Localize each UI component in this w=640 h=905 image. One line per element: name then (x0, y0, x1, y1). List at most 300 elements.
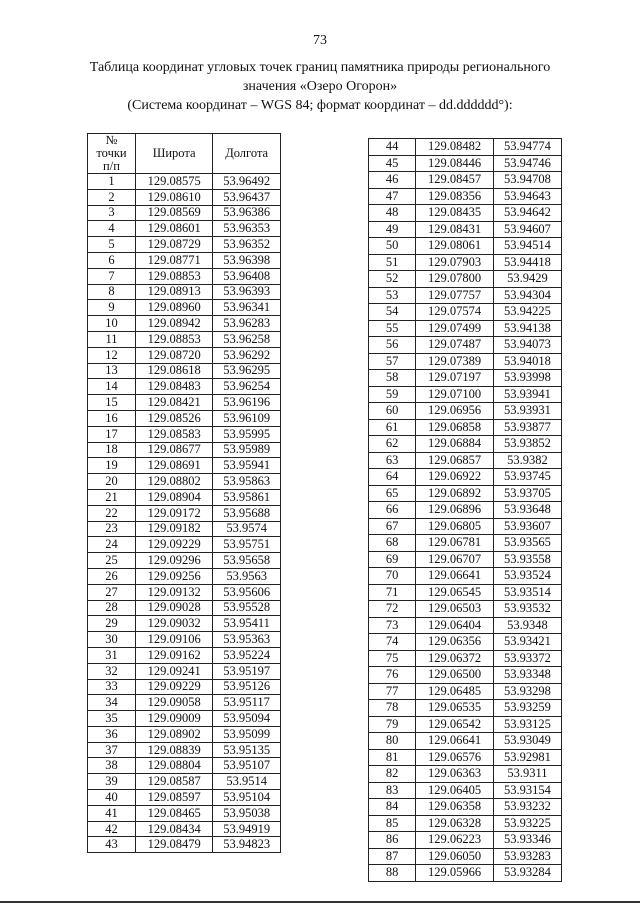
table-row (369, 304, 562, 321)
latitude-cell: 129.06050 (416, 848, 494, 865)
latitude-cell: 129.06500 (416, 667, 494, 684)
longitude-cell: 53.93998 (493, 370, 561, 387)
point-number-cell: 40 (88, 790, 136, 806)
point-number-cell: 12 (88, 347, 136, 363)
latitude-cell: 129.08465 (135, 805, 212, 821)
latitude-cell: 129.07757 (416, 287, 494, 304)
longitude-cell: 53.96492 (213, 174, 281, 190)
table-row (88, 458, 281, 474)
longitude-cell: 53.96109 (213, 410, 281, 426)
point-number-cell: 24 (88, 537, 136, 553)
longitude-cell: 53.93049 (493, 733, 561, 750)
point-number-cell: 20 (88, 474, 136, 490)
longitude-cell: 53.93348 (493, 667, 561, 684)
point-number-cell: 42 (88, 821, 136, 837)
point-number-cell: 33 (88, 679, 136, 695)
latitude-cell: 129.06707 (416, 551, 494, 568)
latitude-cell: 129.06545 (416, 584, 494, 601)
latitude-cell: 129.08431 (416, 221, 494, 238)
point-number-cell: 46 (369, 172, 416, 189)
table-row (369, 502, 562, 519)
longitude-cell: 53.93421 (493, 634, 561, 651)
point-number-cell: 19 (88, 458, 136, 474)
longitude-cell: 53.95989 (213, 442, 281, 458)
point-number-cell: 73 (369, 617, 416, 634)
latitude-cell: 129.07389 (416, 353, 494, 370)
latitude-cell: 129.08601 (135, 221, 212, 237)
longitude-cell: 53.93284 (493, 865, 561, 882)
latitude-cell: 129.08597 (135, 790, 212, 806)
latitude-cell: 129.06805 (416, 518, 494, 535)
point-number-cell: 85 (369, 815, 416, 832)
longitude-cell: 53.94643 (493, 188, 561, 205)
longitude-cell: 53.94642 (493, 205, 561, 222)
longitude-cell: 53.94607 (493, 221, 561, 238)
latitude-cell: 129.06356 (416, 634, 494, 651)
point-number-cell: 16 (88, 410, 136, 426)
table-row (88, 221, 281, 237)
table-row (88, 805, 281, 821)
table-row (88, 505, 281, 521)
longitude-cell: 53.95606 (213, 584, 281, 600)
point-number-cell: 88 (369, 865, 416, 882)
latitude-cell: 129.06535 (416, 700, 494, 717)
latitude-cell: 129.08904 (135, 489, 212, 505)
longitude-cell: 53.96386 (213, 205, 281, 221)
latitude-cell: 129.08610 (135, 189, 212, 205)
point-number-cell: 43 (88, 837, 136, 853)
table-row (369, 221, 562, 238)
point-number-cell: 50 (369, 238, 416, 255)
longitude-cell: 53.9563 (213, 568, 281, 584)
latitude-cell: 129.06884 (416, 436, 494, 453)
table-row (88, 600, 281, 616)
table-row (88, 363, 281, 379)
longitude-cell: 53.93225 (493, 815, 561, 832)
table-row (88, 474, 281, 490)
latitude-cell: 129.09058 (135, 695, 212, 711)
table-row (369, 716, 562, 733)
longitude-cell: 53.96393 (213, 284, 281, 300)
table-row (88, 711, 281, 727)
point-number-cell: 27 (88, 584, 136, 600)
point-number-cell: 13 (88, 363, 136, 379)
table-row (88, 331, 281, 347)
latitude-cell: 129.08482 (416, 139, 494, 156)
latitude-cell: 129.07903 (416, 254, 494, 271)
table-row (369, 551, 562, 568)
point-number-cell: 81 (369, 749, 416, 766)
longitude-cell: 53.95688 (213, 505, 281, 521)
point-number-cell: 65 (369, 485, 416, 502)
longitude-cell: 53.95117 (213, 695, 281, 711)
table-row (88, 174, 281, 190)
table-row (88, 347, 281, 363)
coordinates-table-right (368, 138, 562, 882)
point-number-cell: 41 (88, 805, 136, 821)
latitude-cell: 129.06858 (416, 419, 494, 436)
point-number-cell: 38 (88, 758, 136, 774)
table-row (369, 584, 562, 601)
point-number-cell: 11 (88, 331, 136, 347)
longitude-cell: 53.9311 (493, 766, 561, 783)
point-number-cell: 71 (369, 584, 416, 601)
table-row (88, 537, 281, 553)
longitude-cell: 53.93154 (493, 782, 561, 799)
point-number-cell: 49 (369, 221, 416, 238)
point-number-cell: 15 (88, 395, 136, 411)
point-number-cell: 66 (369, 502, 416, 519)
point-number-cell: 80 (369, 733, 416, 750)
table-row (88, 790, 281, 806)
table-row (369, 848, 562, 865)
latitude-cell: 129.08457 (416, 172, 494, 189)
point-number-cell: 61 (369, 419, 416, 436)
point-number-cell: 87 (369, 848, 416, 865)
longitude-cell: 53.94225 (493, 304, 561, 321)
point-number-cell: 7 (88, 268, 136, 284)
latitude-cell: 129.08569 (135, 205, 212, 221)
longitude-cell: 53.9514 (213, 774, 281, 790)
page-bottom-border (0, 901, 640, 903)
point-number-cell: 75 (369, 650, 416, 667)
table-row (369, 832, 562, 849)
point-number-cell: 39 (88, 774, 136, 790)
latitude-cell: 129.06896 (416, 502, 494, 519)
latitude-cell: 129.06781 (416, 535, 494, 552)
table-row (88, 726, 281, 742)
longitude-cell: 53.94073 (493, 337, 561, 354)
latitude-cell: 129.06641 (416, 568, 494, 585)
table-row (369, 238, 562, 255)
table-row (369, 188, 562, 205)
longitude-cell: 53.95658 (213, 553, 281, 569)
table-row (88, 237, 281, 253)
table-row (369, 386, 562, 403)
latitude-cell: 129.08771 (135, 252, 212, 268)
longitude-cell: 53.96408 (213, 268, 281, 284)
table-header-row (88, 134, 281, 174)
table-row (88, 268, 281, 284)
table-row (369, 749, 562, 766)
latitude-cell: 129.09028 (135, 600, 212, 616)
latitude-cell: 129.08421 (135, 395, 212, 411)
longitude-cell: 53.9429 (493, 271, 561, 288)
longitude-cell: 53.96341 (213, 300, 281, 316)
table-row (88, 252, 281, 268)
point-number-cell: 8 (88, 284, 136, 300)
table-row (369, 634, 562, 651)
point-number-cell: 28 (88, 600, 136, 616)
table-row (88, 300, 281, 316)
latitude-cell: 129.06404 (416, 617, 494, 634)
latitude-cell: 129.06857 (416, 452, 494, 469)
header-longitude: Долгота (213, 134, 281, 174)
latitude-cell: 129.08677 (135, 442, 212, 458)
point-number-cell: 59 (369, 386, 416, 403)
latitude-cell: 129.08587 (135, 774, 212, 790)
latitude-cell: 129.08942 (135, 316, 212, 332)
point-number-cell: 63 (369, 452, 416, 469)
latitude-cell: 129.08061 (416, 238, 494, 255)
table-row (88, 189, 281, 205)
longitude-cell: 53.9574 (213, 521, 281, 537)
point-number-cell: 62 (369, 436, 416, 453)
point-number-cell: 21 (88, 489, 136, 505)
table-row (88, 758, 281, 774)
longitude-cell: 53.94823 (213, 837, 281, 853)
point-number-cell: 32 (88, 663, 136, 679)
point-number-cell: 10 (88, 316, 136, 332)
latitude-cell: 129.09296 (135, 553, 212, 569)
table-row (369, 766, 562, 783)
latitude-cell: 129.09032 (135, 616, 212, 632)
latitude-cell: 129.09106 (135, 632, 212, 648)
latitude-cell: 129.08434 (135, 821, 212, 837)
table-row (369, 485, 562, 502)
longitude-cell: 53.96258 (213, 331, 281, 347)
point-number-cell: 54 (369, 304, 416, 321)
point-number-cell: 77 (369, 683, 416, 700)
longitude-cell: 53.95038 (213, 805, 281, 821)
latitude-cell: 129.08575 (135, 174, 212, 190)
longitude-cell: 53.95528 (213, 600, 281, 616)
table-row (369, 683, 562, 700)
latitude-cell: 129.06485 (416, 683, 494, 700)
point-number-cell: 22 (88, 505, 136, 521)
latitude-cell: 129.07499 (416, 320, 494, 337)
document-heading (70, 58, 570, 115)
latitude-cell: 129.08802 (135, 474, 212, 490)
page-number: 73 (313, 33, 327, 48)
table-row (369, 617, 562, 634)
table-row (88, 395, 281, 411)
latitude-cell: 129.08913 (135, 284, 212, 300)
point-number-cell: 18 (88, 442, 136, 458)
latitude-cell: 129.09182 (135, 521, 212, 537)
table-row (369, 700, 562, 717)
point-number-cell: 68 (369, 535, 416, 552)
point-number-cell: 58 (369, 370, 416, 387)
table-row (88, 647, 281, 663)
latitude-cell: 129.08479 (135, 837, 212, 853)
longitude-cell: 53.93648 (493, 502, 561, 519)
point-number-cell: 69 (369, 551, 416, 568)
latitude-cell: 129.06956 (416, 403, 494, 420)
latitude-cell: 129.06503 (416, 601, 494, 618)
latitude-cell: 129.08526 (135, 410, 212, 426)
latitude-cell: 129.08691 (135, 458, 212, 474)
point-number-cell: 29 (88, 616, 136, 632)
latitude-cell: 129.09229 (135, 537, 212, 553)
point-number-cell: 45 (369, 155, 416, 172)
latitude-cell: 129.07574 (416, 304, 494, 321)
table-row (369, 155, 562, 172)
longitude-cell: 53.96283 (213, 316, 281, 332)
longitude-cell: 53.95099 (213, 726, 281, 742)
longitude-cell: 53.95197 (213, 663, 281, 679)
latitude-cell: 129.06223 (416, 832, 494, 849)
table-row (88, 410, 281, 426)
latitude-cell: 129.09229 (135, 679, 212, 695)
point-number-cell: 17 (88, 426, 136, 442)
longitude-cell: 53.95104 (213, 790, 281, 806)
heading-line-3: (Система координат – WGS 84; формат координат – dd.dddddd°): (127, 98, 513, 113)
table-row (88, 426, 281, 442)
latitude-cell: 129.08839 (135, 742, 212, 758)
table-row (88, 489, 281, 505)
point-number-cell: 82 (369, 766, 416, 783)
point-number-cell: 2 (88, 189, 136, 205)
table-row (369, 799, 562, 816)
point-number-cell: 25 (88, 553, 136, 569)
point-number-cell: 31 (88, 647, 136, 663)
latitude-cell: 129.09172 (135, 505, 212, 521)
longitude-cell: 53.96437 (213, 189, 281, 205)
header-point-number (88, 134, 136, 174)
longitude-cell: 53.94304 (493, 287, 561, 304)
latitude-cell: 129.07197 (416, 370, 494, 387)
latitude-cell: 129.08720 (135, 347, 212, 363)
latitude-cell: 129.06892 (416, 485, 494, 502)
point-number-cell: 14 (88, 379, 136, 395)
point-number-cell: 57 (369, 353, 416, 370)
latitude-cell: 129.07100 (416, 386, 494, 403)
point-number-cell: 51 (369, 254, 416, 271)
point-number-cell: 78 (369, 700, 416, 717)
latitude-cell: 129.06328 (416, 815, 494, 832)
latitude-cell: 129.06641 (416, 733, 494, 750)
table-row (369, 568, 562, 585)
table-row (88, 553, 281, 569)
longitude-cell: 53.93852 (493, 436, 561, 453)
latitude-cell: 129.09132 (135, 584, 212, 600)
table-row (88, 774, 281, 790)
longitude-cell: 53.96292 (213, 347, 281, 363)
table-row (88, 616, 281, 632)
point-number-cell: 6 (88, 252, 136, 268)
longitude-cell: 53.95941 (213, 458, 281, 474)
point-number-cell: 34 (88, 695, 136, 711)
point-number-cell: 86 (369, 832, 416, 849)
table-row (369, 370, 562, 387)
longitude-cell: 53.96398 (213, 252, 281, 268)
longitude-cell: 53.96254 (213, 379, 281, 395)
longitude-cell: 53.93532 (493, 601, 561, 618)
longitude-cell: 53.95135 (213, 742, 281, 758)
point-number-cell: 23 (88, 521, 136, 537)
latitude-cell: 129.08446 (416, 155, 494, 172)
table-row (369, 782, 562, 799)
table-row (88, 284, 281, 300)
coordinates-table-left (87, 133, 281, 853)
point-number-cell: 83 (369, 782, 416, 799)
latitude-cell: 129.07800 (416, 271, 494, 288)
latitude-cell: 129.06363 (416, 766, 494, 783)
latitude-cell: 129.09009 (135, 711, 212, 727)
longitude-cell: 53.95751 (213, 537, 281, 553)
longitude-cell: 53.93259 (493, 700, 561, 717)
latitude-cell: 129.08960 (135, 300, 212, 316)
heading-line-1: Таблица координат угловых точек границ памятника природы регионального (89, 60, 551, 75)
longitude-cell: 53.92981 (493, 749, 561, 766)
table-row (88, 679, 281, 695)
longitude-cell: 53.94774 (493, 139, 561, 156)
header-num-line-1: № (105, 133, 118, 147)
longitude-cell: 53.93607 (493, 518, 561, 535)
point-number-cell: 55 (369, 320, 416, 337)
table-row (369, 865, 562, 882)
longitude-cell: 53.93558 (493, 551, 561, 568)
point-number-cell: 72 (369, 601, 416, 618)
point-number-cell: 48 (369, 205, 416, 222)
table-row (88, 632, 281, 648)
longitude-cell: 53.95861 (213, 489, 281, 505)
table-row (88, 316, 281, 332)
point-number-cell: 26 (88, 568, 136, 584)
latitude-cell: 129.07487 (416, 337, 494, 354)
point-number-cell: 52 (369, 271, 416, 288)
latitude-cell: 129.08483 (135, 379, 212, 395)
longitude-cell: 53.95224 (213, 647, 281, 663)
point-number-cell: 70 (369, 568, 416, 585)
table-row (369, 469, 562, 486)
table-row (88, 742, 281, 758)
longitude-cell: 53.96353 (213, 221, 281, 237)
latitude-cell: 129.06358 (416, 799, 494, 816)
longitude-cell: 53.93283 (493, 848, 561, 865)
longitude-cell: 53.95411 (213, 616, 281, 632)
table-row (88, 205, 281, 221)
longitude-cell: 53.94919 (213, 821, 281, 837)
table-row (369, 535, 562, 552)
point-number-cell: 37 (88, 742, 136, 758)
longitude-cell: 53.93565 (493, 535, 561, 552)
table-row (369, 337, 562, 354)
latitude-cell: 129.09162 (135, 647, 212, 663)
table-row (369, 419, 562, 436)
point-number-cell: 79 (369, 716, 416, 733)
table-row (88, 695, 281, 711)
table-row (369, 601, 562, 618)
table-row (369, 287, 562, 304)
longitude-cell: 53.93877 (493, 419, 561, 436)
longitude-cell: 53.95126 (213, 679, 281, 695)
longitude-cell: 53.93125 (493, 716, 561, 733)
latitude-cell: 129.08583 (135, 426, 212, 442)
table-row (88, 821, 281, 837)
longitude-cell: 53.9382 (493, 452, 561, 469)
longitude-cell: 53.95863 (213, 474, 281, 490)
latitude-cell: 129.06576 (416, 749, 494, 766)
longitude-cell: 53.94018 (493, 353, 561, 370)
longitude-cell: 53.96295 (213, 363, 281, 379)
point-number-cell: 53 (369, 287, 416, 304)
header-num-line-2: точки (96, 146, 127, 160)
point-number-cell: 76 (369, 667, 416, 684)
table-row (369, 320, 562, 337)
table-row (369, 172, 562, 189)
longitude-cell: 53.94138 (493, 320, 561, 337)
latitude-cell: 129.08853 (135, 331, 212, 347)
heading-line-2: значения «Озеро Огорон» (242, 79, 398, 94)
point-number-cell: 36 (88, 726, 136, 742)
table-row (369, 518, 562, 535)
longitude-cell: 53.95107 (213, 758, 281, 774)
latitude-cell: 129.08356 (416, 188, 494, 205)
table-row (369, 436, 562, 453)
table-row (88, 837, 281, 853)
